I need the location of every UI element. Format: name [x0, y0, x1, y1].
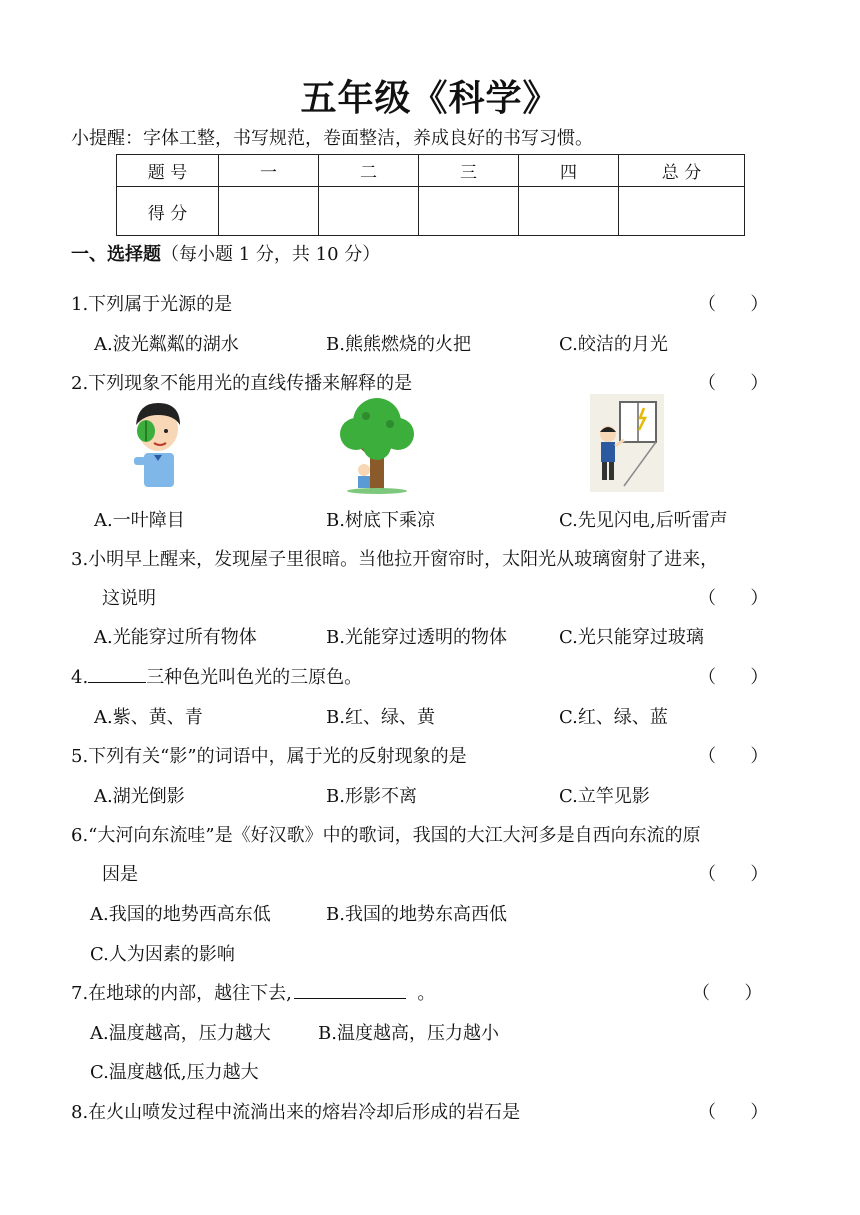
- q5-option-a: A.湖光倒影: [94, 786, 185, 807]
- question-8-stem: 8.在火山喷发过程中流淌出来的熔岩冷却后形成的岩石是: [71, 1102, 521, 1123]
- q4-option-c: C.红、绿、蓝: [559, 707, 668, 728]
- question-4-stem: [71, 663, 362, 689]
- answer-paren-7[interactable]: （ ）: [692, 983, 763, 1004]
- q7-option-c: C.温度越低,压力越大: [90, 1062, 259, 1083]
- score-header-1: 一: [219, 155, 319, 187]
- question-2-stem: 2.下列现象不能用光的直线传播来解释的是: [71, 373, 413, 394]
- q1-option-c: C.皎洁的月光: [559, 334, 668, 355]
- score-cell-2[interactable]: [319, 187, 419, 236]
- q1-option-b: B.熊熊燃烧的火把: [326, 334, 471, 355]
- question-7-text: 7.在地球的内部，越往下去,: [71, 983, 292, 1004]
- score-header-2: 二: [319, 155, 419, 187]
- question-1-stem: 1.下列属于光源的是: [71, 294, 233, 315]
- q5-option-c: C.立竿见影: [559, 786, 650, 807]
- q3-option-c: C.光只能穿过玻璃: [559, 627, 704, 648]
- question-7-end: 。: [417, 983, 436, 1004]
- writing-tip: 小提醒：字体工整，书写规范，卷面整洁，养成良好的书写习惯。: [71, 128, 593, 149]
- boy-leaf-icon: [124, 395, 192, 491]
- question-6-stem-cont: 因是: [102, 864, 138, 885]
- fill-blank-4[interactable]: [88, 666, 146, 683]
- question-4-text: 三种色光叫色光的三原色。: [146, 667, 363, 688]
- question-5-stem: 5.下列有关“影”的词语中，属于光的反射现象的是: [71, 746, 467, 767]
- question-3-stem-cont: 这说明: [102, 588, 156, 609]
- question-7-stem: [71, 979, 435, 1005]
- question-3-stem: 3.小明早上醒来，发现屋子里很暗。当他拉开窗帘时，太阳光从玻璃窗射了进来，: [71, 549, 719, 570]
- answer-paren-2[interactable]: （ ）: [698, 373, 769, 394]
- q3-option-b: B.光能穿过透明的物体: [326, 627, 507, 648]
- section-heading: [71, 240, 380, 266]
- tree-shade-icon: [336, 394, 418, 494]
- score-cell-total[interactable]: [619, 187, 745, 236]
- question-4-number: 4.: [71, 667, 89, 688]
- q4-option-b: B.红、绿、黄: [326, 707, 435, 728]
- boy-lightning-icon: [590, 394, 664, 492]
- score-header-4: 四: [519, 155, 619, 187]
- section-note: （每小题 1 分，共 10 分）: [161, 244, 381, 265]
- score-cell-3[interactable]: [419, 187, 519, 236]
- q3-option-a: A.光能穿过所有物体: [94, 627, 257, 648]
- q6-option-b: B.我国的地势东高西低: [326, 904, 507, 925]
- score-header-3: 三: [419, 155, 519, 187]
- answer-paren-1[interactable]: （ ）: [698, 294, 769, 315]
- score-cell-1[interactable]: [219, 187, 319, 236]
- q7-option-b: B.温度越高，压力越小: [318, 1023, 499, 1044]
- score-header-label: 题 号: [117, 155, 219, 187]
- q6-option-a: A.我国的地势西高东低: [90, 904, 271, 925]
- score-table: [116, 154, 745, 236]
- answer-paren-4[interactable]: （ ）: [698, 667, 769, 688]
- section-title: 一、选择题: [71, 244, 161, 265]
- answer-paren-5[interactable]: （ ）: [698, 746, 769, 767]
- q4-option-a: A.紫、黄、青: [94, 707, 203, 728]
- question-6-stem: 6.“大河向东流哇”是《好汉歌》中的歌词，我国的大江大河多是自西向东流的原: [71, 825, 701, 846]
- q2-option-a: A.一叶障目: [94, 510, 185, 531]
- q1-option-a: A.波光粼粼的湖水: [94, 334, 239, 355]
- answer-paren-3[interactable]: （ ）: [698, 588, 769, 609]
- q7-option-a: A.温度越高，压力越大: [90, 1023, 271, 1044]
- q6-option-c: C.人为因素的影响: [90, 944, 235, 965]
- score-header-total: 总 分: [619, 155, 745, 187]
- page-title: 五年级《科学》: [300, 78, 560, 119]
- answer-paren-6[interactable]: （ ）: [698, 864, 769, 885]
- answer-paren-8[interactable]: （ ）: [698, 1102, 769, 1123]
- score-cell-4[interactable]: [519, 187, 619, 236]
- q5-option-b: B.形影不离: [326, 786, 417, 807]
- q2-option-b: B.树底下乘凉: [326, 510, 435, 531]
- score-row-label: 得 分: [117, 187, 219, 236]
- q2-option-c: C.先见闪电,后听雷声: [559, 510, 728, 531]
- fill-blank-7[interactable]: [294, 982, 406, 999]
